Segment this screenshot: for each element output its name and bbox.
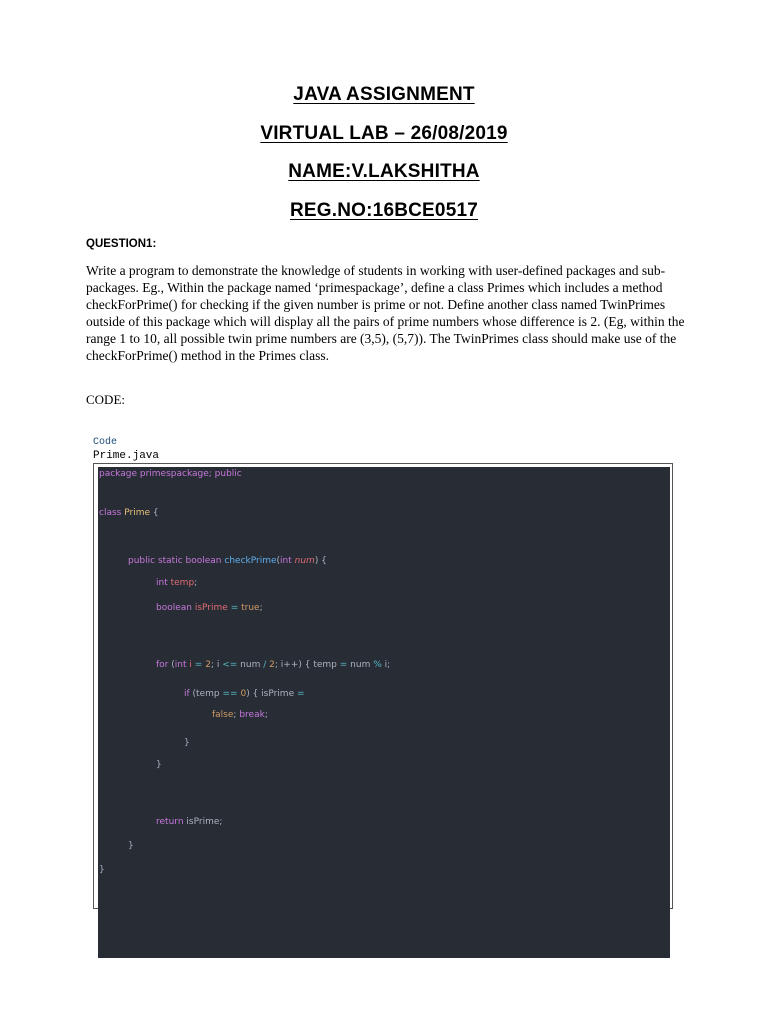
question-label: QUESTION1: [86, 238, 157, 250]
code-line: } [156, 760, 162, 770]
student-name-heading: NAME:V.LAKSHITHA [288, 161, 480, 182]
code-line: for (int i = 2; i <= num / 2; i++) { temp = num % i; [156, 660, 391, 670]
reg-no-heading: REG.NO:16BCE0517 [290, 200, 478, 221]
code-label: CODE: [86, 392, 125, 407]
code-line: public static boolean checkPrime(int num) { [128, 556, 327, 566]
snippet-filename: Prime.java [93, 450, 160, 462]
code-line: } [99, 865, 105, 875]
code-line: } [128, 841, 134, 851]
code-line: return isPrime; [156, 817, 223, 827]
assignment-title: JAVA ASSIGNMENT [293, 84, 475, 105]
lab-date-heading: VIRTUAL LAB – 26/08/2019 [260, 123, 508, 144]
code-line: } [184, 738, 190, 748]
question-text: Write a program to demonstrate the knowledge of students in working with user-defined packages and sub-packages. Eg., Within the package named ‘primespackage’, define a class Primes which includes a method checkForPrime() for checking if the given number is prime or not. Define another class named TwinPrimes outside of this package which will display all the pairs of prime numbers whose difference is 2. (Eg, within the range 1 to 10, all possible twin prime numbers are (3,5), (5,7)). The TwinPrimes class should make use of the checkForPrime() method in the Primes class. [86, 263, 685, 363]
snippet-label: Code [93, 437, 118, 448]
code-line: package primespackage; public [99, 469, 242, 479]
code-line: false; break; [212, 710, 268, 720]
code-line: int temp; [156, 578, 198, 588]
code-editor [98, 467, 670, 958]
code-line: if (temp == 0) { isPrime = [184, 689, 305, 699]
code-line: boolean isPrime = true; [156, 603, 263, 613]
code-line: class Prime { [99, 508, 159, 518]
